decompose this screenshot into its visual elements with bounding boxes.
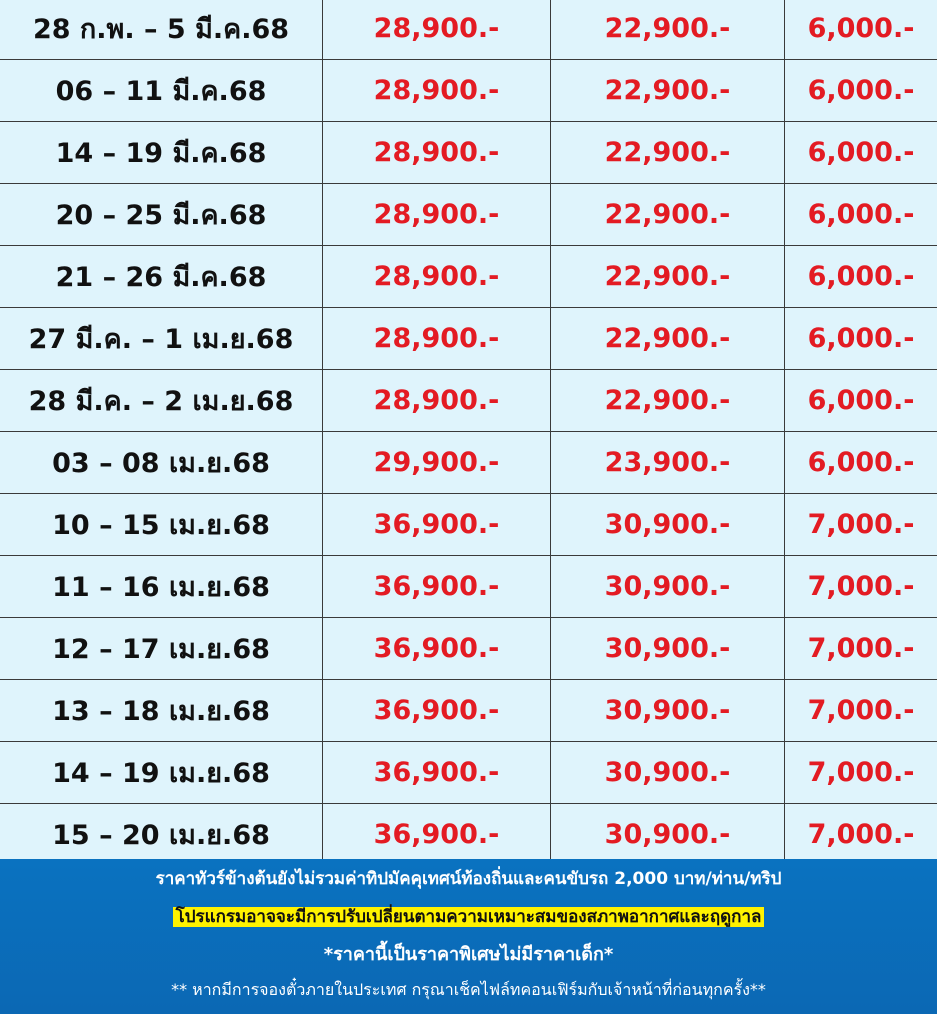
price-cell: 23,900.- [550, 432, 784, 493]
date-cell: 28 มี.ค. – 2 เม.ย.68 [28, 386, 294, 417]
table-row [0, 804, 937, 866]
table-row [0, 556, 937, 618]
price-cell: 6,000.- [784, 122, 937, 183]
footer-note-program-change [0, 903, 937, 930]
price-cell: 36,900.- [322, 680, 550, 741]
date-cell: 27 มี.ค. – 1 เม.ย.68 [28, 324, 294, 355]
table-row [0, 432, 937, 494]
price-cell: 28,900.- [322, 370, 550, 431]
price-cell: 36,900.- [322, 556, 550, 617]
price-cell: 22,900.- [550, 122, 784, 183]
price-cell: 6,000.- [784, 432, 937, 493]
price-cell: 6,000.- [784, 0, 937, 59]
price-cell: 6,000.- [784, 308, 937, 369]
price-cell: 28,900.- [322, 122, 550, 183]
price-cell: 6,000.- [784, 60, 937, 121]
price-cell: 22,900.- [550, 370, 784, 431]
date-cell: 13 – 18 เม.ย.68 [52, 696, 270, 727]
table-row [0, 0, 937, 60]
date-cell: 21 – 26 มี.ค.68 [55, 262, 267, 293]
price-cell: 6,000.- [784, 370, 937, 431]
footer-note-special-price: *ราคานี้เป็นราคาพิเศษไม่มีราคาเด็ก* [323, 944, 614, 965]
price-cell: 7,000.- [784, 680, 937, 741]
footer-note-domestic-booking: ** หากมีการจองตั๋วภายในประเทศ กรุณาเช็คไฟล์ทคอนเฟิร์มกับเจ้าหน้าที่ก่อนทุกครั้ง** [171, 980, 766, 999]
date-cell: 28 ก.พ. – 5 มี.ค.68 [32, 14, 290, 45]
date-cell: 14 – 19 มี.ค.68 [55, 138, 267, 169]
date-cell: 03 – 08 เม.ย.68 [52, 448, 270, 479]
table-row [0, 370, 937, 432]
price-cell: 7,000.- [784, 556, 937, 617]
price-cell: 36,900.- [322, 494, 550, 555]
price-cell: 30,900.- [550, 804, 784, 865]
price-cell: 36,900.- [322, 804, 550, 865]
price-cell: 30,900.- [550, 494, 784, 555]
table-row [0, 60, 937, 122]
table-row [0, 494, 937, 556]
table-row [0, 184, 937, 246]
date-cell: 11 – 16 เม.ย.68 [52, 572, 270, 603]
price-cell: 30,900.- [550, 556, 784, 617]
date-cell: 06 – 11 มี.ค.68 [55, 76, 267, 107]
date-cell: 12 – 17 เม.ย.68 [52, 634, 270, 665]
price-cell: 28,900.- [322, 246, 550, 307]
table-row [0, 122, 937, 184]
price-cell: 28,900.- [322, 184, 550, 245]
price-cell: 6,000.- [784, 184, 937, 245]
price-cell: 30,900.- [550, 742, 784, 803]
price-cell: 22,900.- [550, 184, 784, 245]
price-cell: 22,900.- [550, 0, 784, 59]
table-row [0, 680, 937, 742]
table-row [0, 742, 937, 804]
price-cell: 7,000.- [784, 618, 937, 679]
price-cell: 7,000.- [784, 804, 937, 865]
highlighted-note: โปรแกรมอาจจะมีการปรับเปลี่ยนตามความเหมาะสมของสภาพอากาศและฤดูกาล [173, 907, 765, 927]
price-cell: 28,900.- [322, 60, 550, 121]
table-row [0, 308, 937, 370]
price-cell: 30,900.- [550, 680, 784, 741]
table-row [0, 618, 937, 680]
date-cell: 14 – 19 เม.ย.68 [52, 758, 270, 789]
date-cell: 10 – 15 เม.ย.68 [52, 510, 270, 541]
table-row [0, 246, 937, 308]
footer-notes [0, 859, 937, 1014]
price-cell: 29,900.- [322, 432, 550, 493]
price-cell: 36,900.- [322, 618, 550, 679]
price-cell: 22,900.- [550, 308, 784, 369]
price-cell: 22,900.- [550, 60, 784, 121]
price-cell: 28,900.- [322, 308, 550, 369]
price-cell: 7,000.- [784, 494, 937, 555]
date-cell: 20 – 25 มี.ค.68 [55, 200, 267, 231]
price-cell: 36,900.- [322, 742, 550, 803]
price-cell: 28,900.- [322, 0, 550, 59]
date-cell: 15 – 20 เม.ย.68 [52, 820, 270, 851]
price-cell: 6,000.- [784, 246, 937, 307]
price-cell: 22,900.- [550, 246, 784, 307]
price-cell: 30,900.- [550, 618, 784, 679]
footer-note-tip: ราคาทัวร์ข้างต้นยังไม่รวมค่าทิปมัคคุเทศน์ท้องถิ่นและคนขับรถ 2,000 บาท/ท่าน/ทริป [155, 869, 782, 889]
price-cell: 7,000.- [784, 742, 937, 803]
